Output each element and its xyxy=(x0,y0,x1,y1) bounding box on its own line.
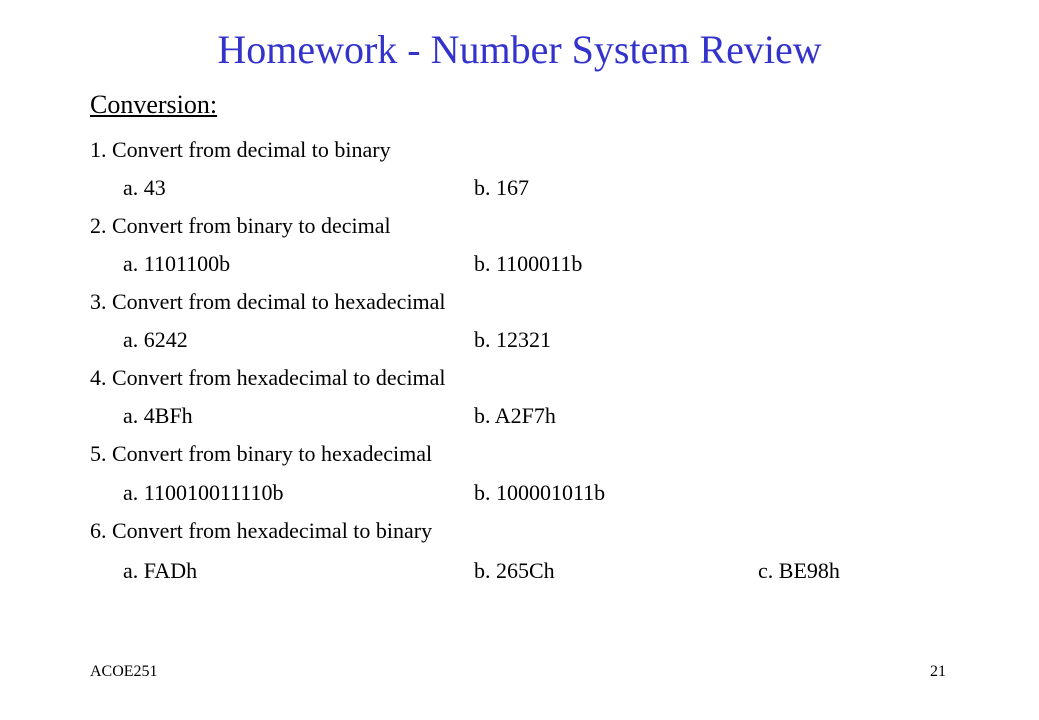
problem-1-option-b: b. 167 xyxy=(474,175,529,200)
problem-4-option-b: b. A2F7h xyxy=(474,403,556,428)
problem-6-prompt: 6. Convert from hexadecimal to binary xyxy=(90,518,433,543)
footer-course: ACOE251 xyxy=(90,663,158,680)
problem-3-prompt: 3. Convert from decimal to hexadecimal xyxy=(90,289,446,314)
footer-page-number: 21 xyxy=(930,663,946,680)
problem-5-prompt: 5. Convert from binary to hexadecimal xyxy=(90,441,433,466)
problem-3-option-b: b. 12321 xyxy=(474,327,551,352)
problem-5-option-b: b. 100001011b xyxy=(474,480,606,505)
problem-1-option-a: a. 43 xyxy=(123,175,166,200)
problem-6-option-a: a. FADh xyxy=(123,558,198,583)
problem-4-option-a: a. 4BFh xyxy=(123,403,193,428)
slide-title: Homework - Number System Review xyxy=(217,27,822,72)
problem-2-option-b: b. 1100011b xyxy=(474,251,583,276)
problem-6-option-b: b. 265Ch xyxy=(474,558,555,583)
problem-5-option-a: a. 110010011110b xyxy=(123,480,284,505)
problem-2-prompt: 2. Convert from binary to decimal xyxy=(90,213,391,238)
problem-6-option-c: c. BE98h xyxy=(758,558,840,583)
problem-2-option-a: a. 1101100b xyxy=(123,251,231,276)
problem-1-prompt: 1. Convert from decimal to binary xyxy=(90,137,391,162)
problem-4-prompt: 4. Convert from hexadecimal to decimal xyxy=(90,365,446,390)
section-heading: Conversion: xyxy=(90,90,218,119)
problem-3-option-a: a. 6242 xyxy=(123,327,188,352)
